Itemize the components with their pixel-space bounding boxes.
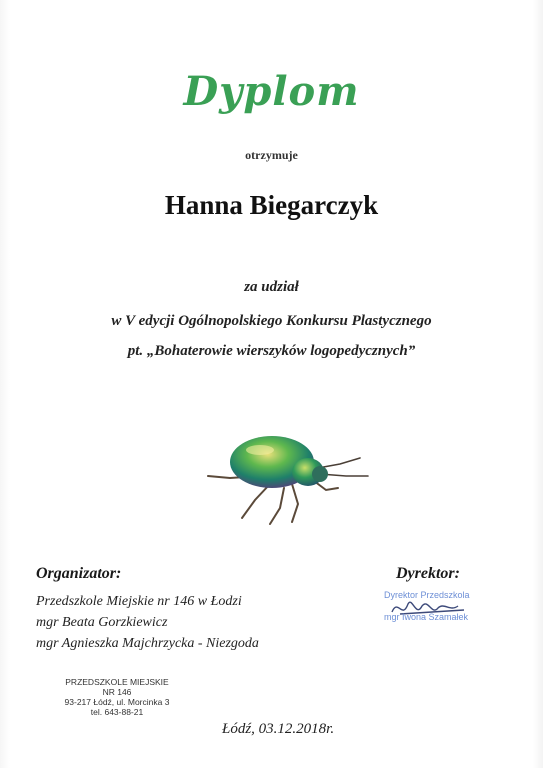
organizer-line-3: mgr Agnieszka Majchrzycka - Niezgoda xyxy=(36,636,259,651)
school-stamp-line-4: tel. 643-88-21 xyxy=(90,707,144,717)
school-stamp-line-3: 93-217 Łódź, ul. Morcinka 3 xyxy=(64,697,170,707)
receives-label: otrzymuje xyxy=(245,148,298,162)
organizer-line-2: mgr Beata Gorzkiewicz xyxy=(36,615,168,630)
director-stamp-line-2: mgr Iwona Szamałek xyxy=(384,612,469,622)
school-stamp xyxy=(58,677,176,717)
award-line-3: pt. „Bohaterowie wierszyków logopedycznych” xyxy=(127,343,416,359)
school-stamp-line-2: NR 146 xyxy=(102,687,132,697)
award-line-1: za udział xyxy=(244,279,299,295)
diploma-title: Dyplom xyxy=(183,68,360,115)
organizer-label: Organizator: xyxy=(36,565,122,582)
director-stamp xyxy=(380,590,485,634)
organizer-line-1: Przedszkole Miejskie nr 146 w Łodzi xyxy=(36,594,242,609)
issue-date: Łódź, 03.12.2018r. xyxy=(222,721,335,737)
director-label: Dyrektor: xyxy=(396,565,460,582)
beetle-icon xyxy=(200,418,375,528)
award-line-2: w V edycji Ogólnopolskiego Konkursu Plastycznego xyxy=(111,313,432,329)
school-stamp-line-1: PRZEDSZKOLE MIEJSKIE xyxy=(65,677,169,687)
recipient-name: Hanna Biegarczyk xyxy=(164,190,379,220)
director-stamp-line-1: Dyrektor Przedszkola xyxy=(384,590,470,600)
